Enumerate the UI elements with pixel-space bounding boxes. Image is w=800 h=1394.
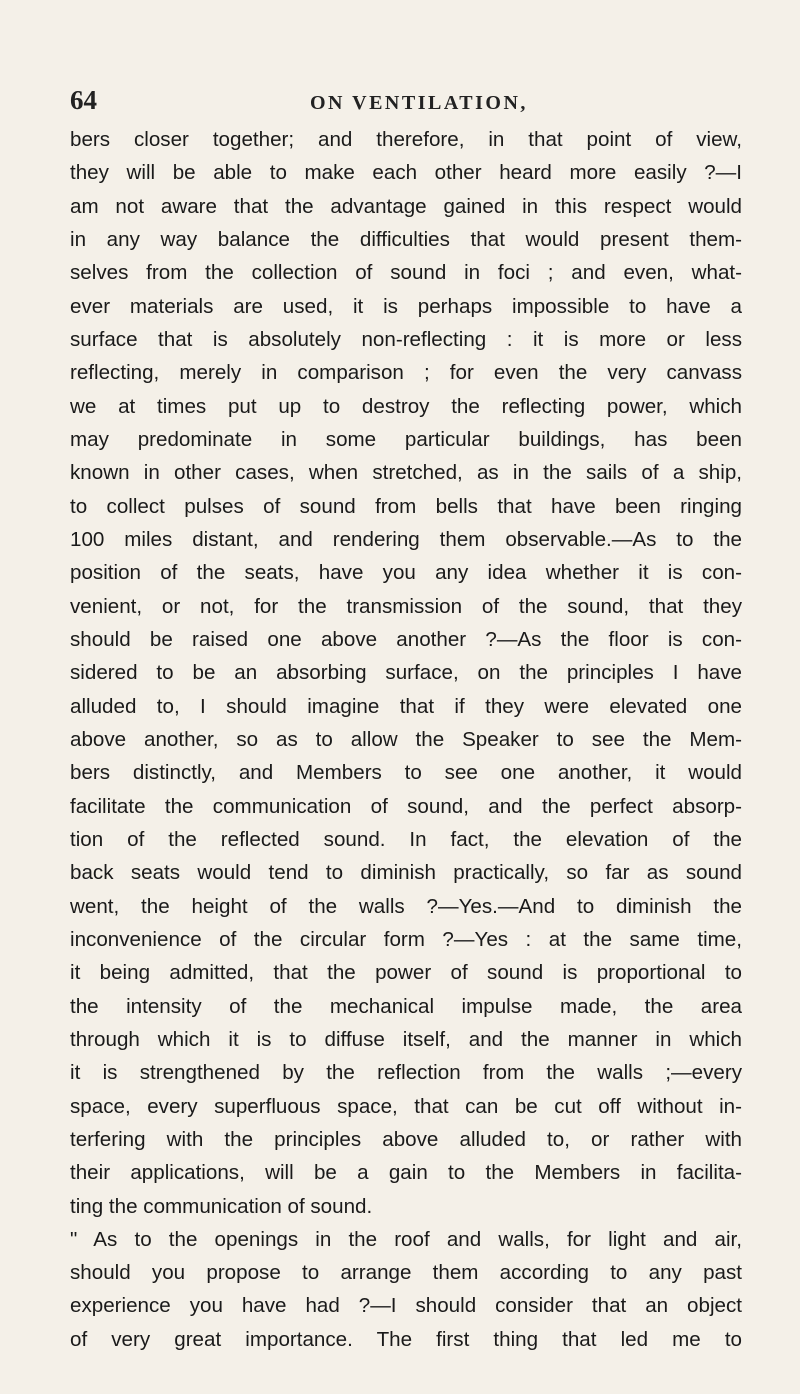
text-line: it being admitted, that the power of sound is proportional to: [70, 961, 742, 985]
text-line: space, every superfluous space, that can be cut off without in-: [70, 1094, 742, 1118]
text-line: venient, or not, for the transmission of the sound, that they: [70, 594, 742, 618]
text-line: the intensity of the mechanical impulse made, the area: [70, 994, 742, 1018]
text-line: known in other cases, when stretched, as in the sails of a ship,: [70, 461, 742, 485]
text-line: experience you have had ?—I should consider that an object: [70, 1294, 742, 1318]
text-line: it is strengthened by the reflection from the walls ;—every: [70, 1061, 742, 1085]
text-line: selves from the collection of sound in foci ; and even, what-: [70, 261, 742, 285]
text-line: alluded to, I should imagine that if they were elevated one: [70, 694, 742, 718]
text-line: facilitate the communication of sound, and the perfect absorp-: [70, 794, 742, 818]
running-head: [70, 84, 742, 120]
text-line: sidered to be an absorbing surface, on the principles I have: [70, 661, 742, 685]
text-line: in any way balance the difficulties that would present them-: [70, 227, 742, 251]
running-title: ON VENTILATION,: [310, 92, 528, 114]
text-line: we at times put up to destroy the reflecting power, which: [70, 394, 742, 418]
text-line: " As to the openings in the roof and walls, for light and air,: [70, 1227, 742, 1251]
text-line: above another, so as to allow the Speaker to see the Mem-: [70, 727, 742, 751]
text-line: their applications, will be a gain to the Members in facilita-: [70, 1161, 742, 1185]
text-line: bers closer together; and therefore, in that point of view,: [70, 128, 742, 151]
text-line: back seats would tend to diminish practically, so far as sound: [70, 861, 742, 885]
text-line: inconvenience of the circular form ?—Yes : at the same time,: [70, 927, 742, 951]
text-line: surface that is absolutely non-reflecting : it is more or less: [70, 327, 742, 351]
text-line: bers distinctly, and Members to see one another, it would: [70, 761, 742, 785]
text-line: terfering with the principles above alluded to, or rather with: [70, 1127, 742, 1151]
text-line: should you propose to arrange them according to any past: [70, 1261, 742, 1285]
text-line: may predominate in some particular buildings, has been: [70, 427, 742, 451]
text-line: tion of the reflected sound. In fact, the elevation of the: [70, 827, 742, 851]
body-text: [70, 123, 742, 1356]
text-line: to collect pulses of sound from bells that have been ringing: [70, 494, 742, 518]
text-line: ever materials are used, it is perhaps impossible to have a: [70, 294, 742, 318]
text-line: ting the communication of sound.: [70, 1194, 373, 1218]
text-line: am not aware that the advantage gained in this respect would: [70, 194, 742, 218]
text-line: went, the height of the walls ?—Yes.—And to diminish the: [70, 894, 742, 918]
text-line: through which it is to diffuse itself, and the manner in which: [70, 1027, 742, 1051]
page-number: 64: [70, 85, 97, 115]
text-line: of very great importance. The first thing that led me to: [70, 1327, 742, 1351]
text-line: reflecting, merely in comparison ; for even the very canvass: [70, 361, 742, 385]
text-line: 100 miles distant, and rendering them observable.—As to the: [70, 527, 742, 551]
text-line: should be raised one above another ?—As the floor is con-: [70, 627, 742, 651]
text-line: position of the seats, have you any idea whether it is con-: [70, 561, 742, 585]
text-line: they will be able to make each other heard more easily ?—I: [70, 161, 742, 185]
